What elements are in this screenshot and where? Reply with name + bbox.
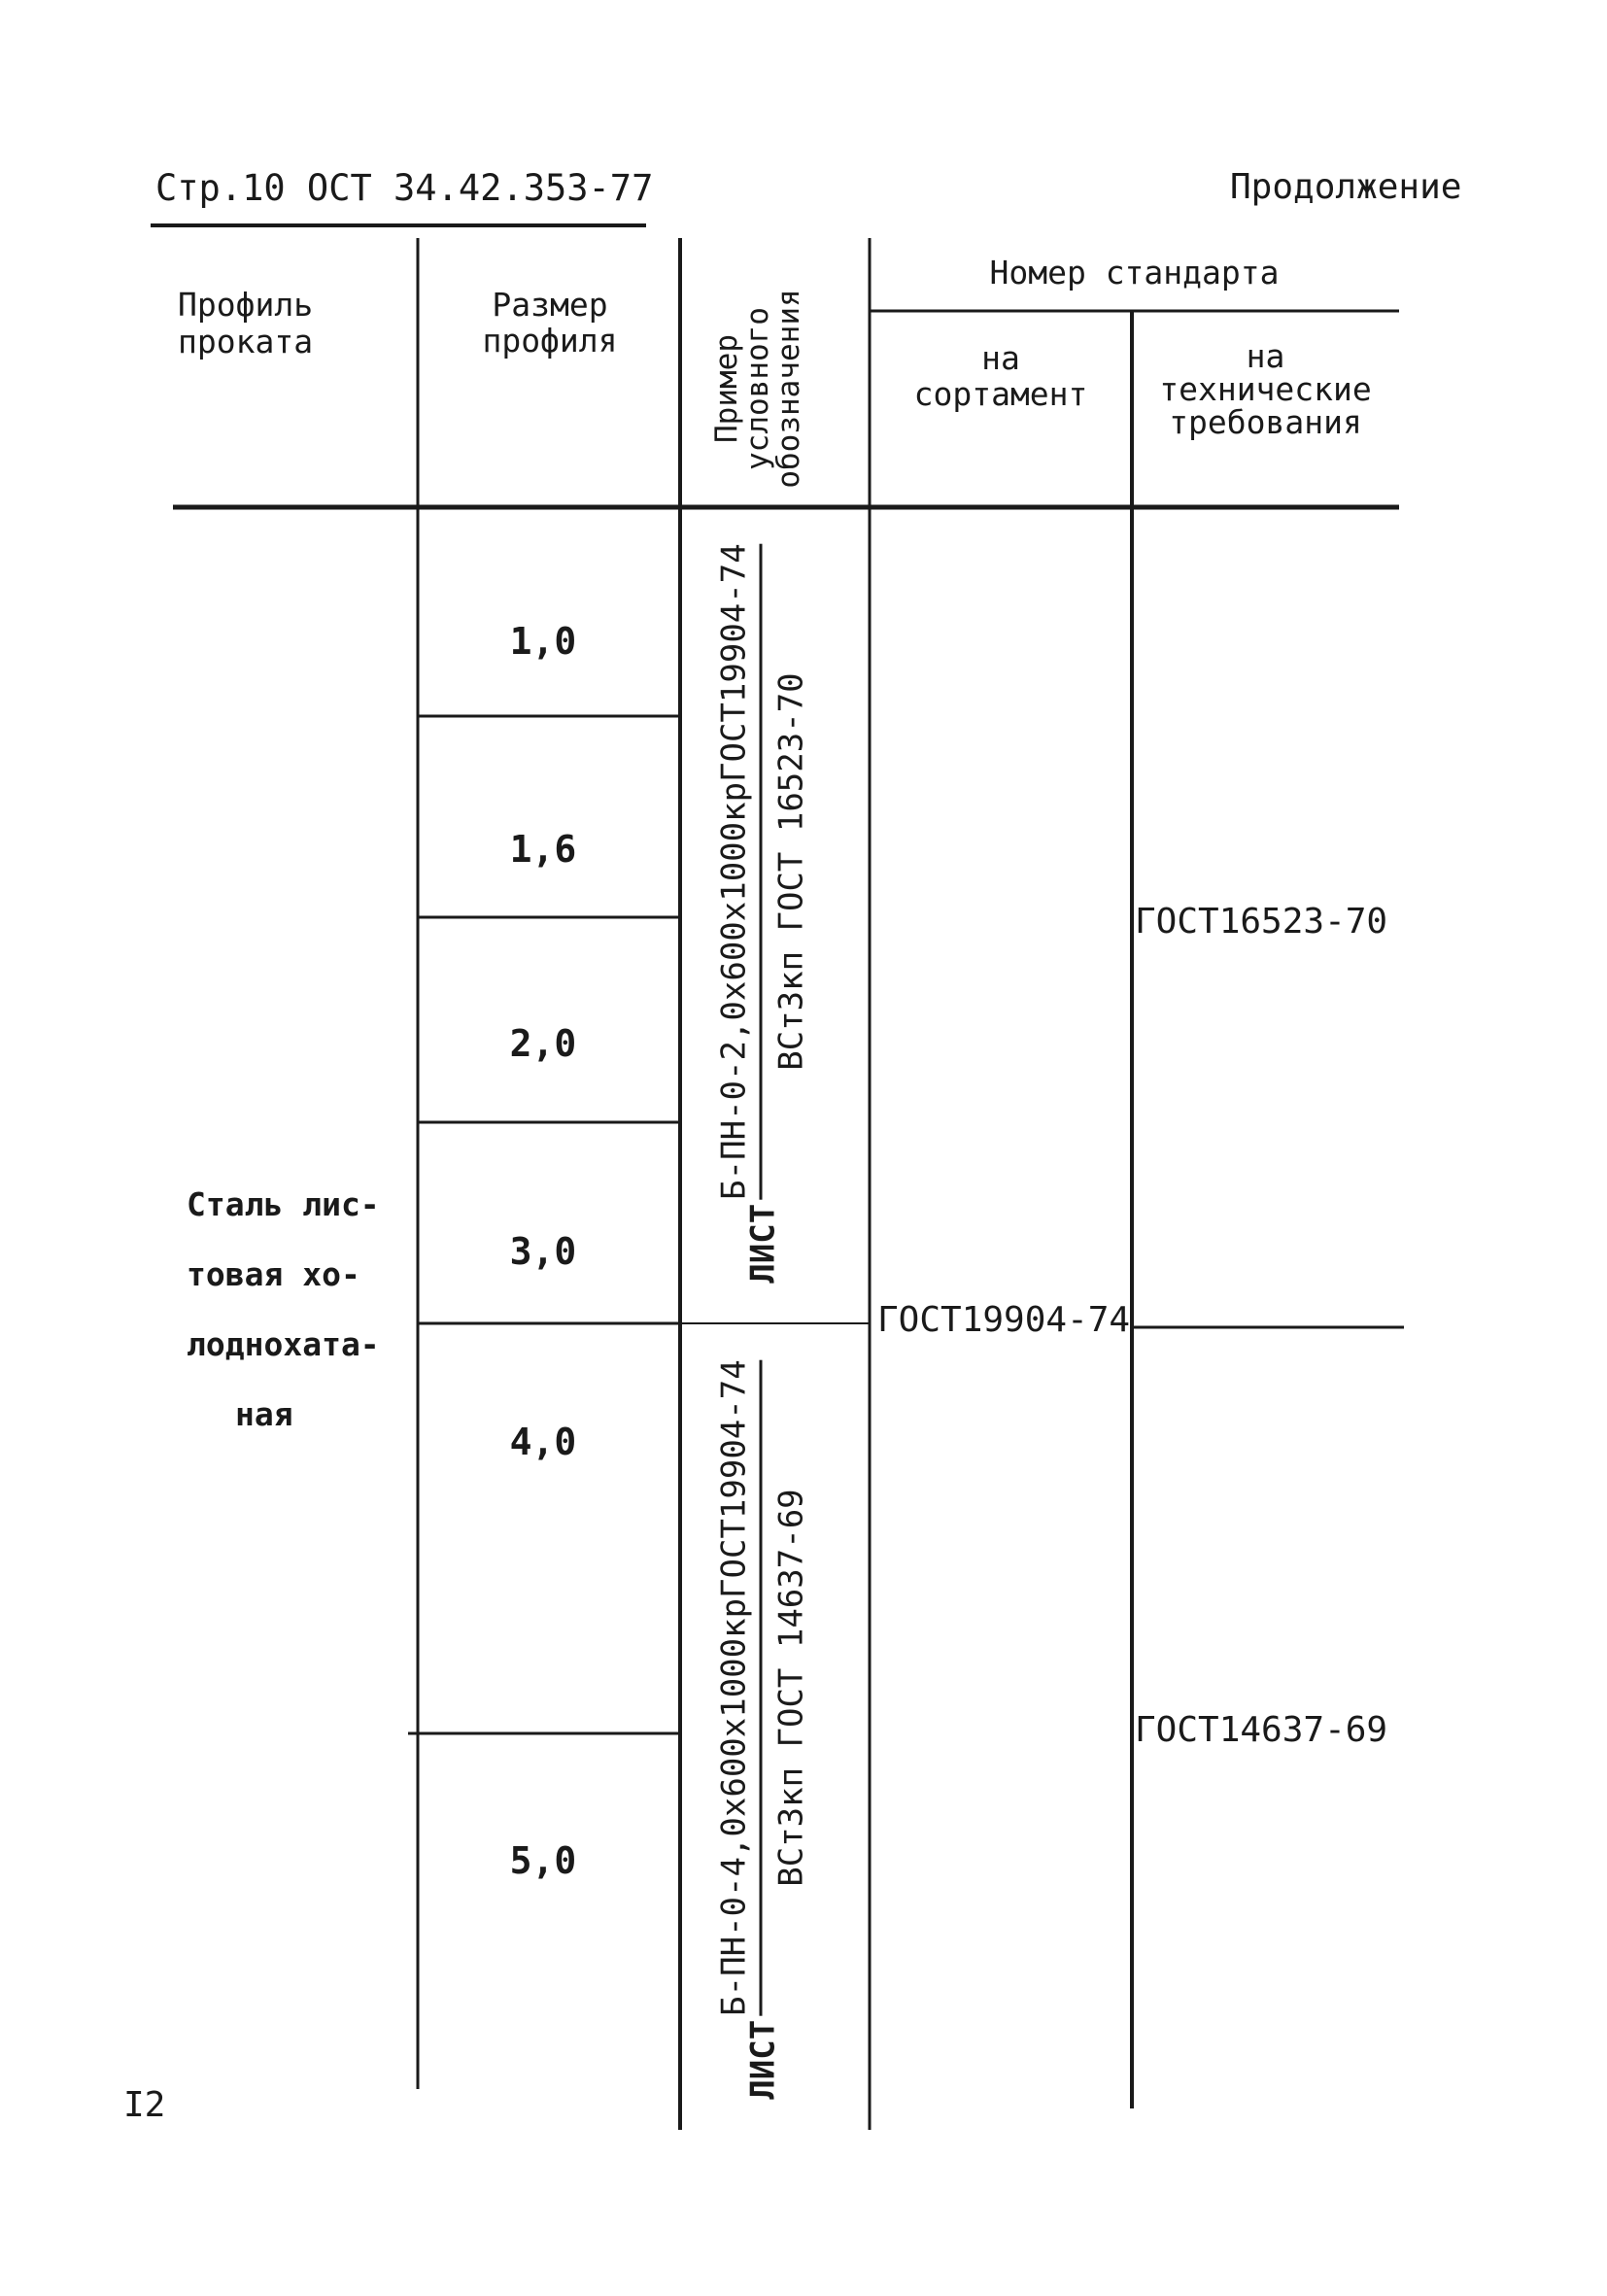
- header-standard-group: Номер стандарта: [989, 254, 1280, 291]
- size-value: 3,0: [509, 1230, 577, 1273]
- header-example: Пример условного обозначения: [709, 289, 806, 489]
- profile-name: Сталь лис- товая хо- лоднохата- ная: [187, 1185, 380, 1433]
- size-value: 1,6: [509, 828, 577, 871]
- header-assortment: на сортамент: [913, 339, 1088, 413]
- header-profile: Профиль проката: [178, 286, 314, 360]
- header-size: Размер профиля: [482, 286, 618, 360]
- assortment-standard: ГОСТ19904-74: [877, 1300, 1131, 1340]
- size-value: 5,0: [509, 1839, 577, 1882]
- size-value: 4,0: [509, 1421, 577, 1463]
- header-technical: на технические требования: [1159, 337, 1372, 441]
- size-value: 2,0: [509, 1022, 577, 1065]
- page-header-left: Стр.10 ОСТ 34.42.353-77: [155, 167, 654, 209]
- technical-standard: ГОСТ16523-70: [1135, 902, 1388, 942]
- example-designation-1: ЛИСТ Б-ПН-0-2,0х600х1000крГОСТ19904-74 ВСт3кп ГОСТ 16523-70: [714, 543, 811, 1284]
- technical-standard: ГОСТ14637-69: [1135, 1710, 1388, 1750]
- example-designation-2: ЛИСТ Б-ПН-0-4,0х600х1000крГОСТ19904-74 ВСт3кп ГОСТ 14637-69: [714, 1359, 811, 2100]
- page-number: I2: [123, 2085, 166, 2125]
- page-header-right: Продолжение: [1230, 167, 1462, 207]
- size-value: 1,0: [509, 620, 577, 663]
